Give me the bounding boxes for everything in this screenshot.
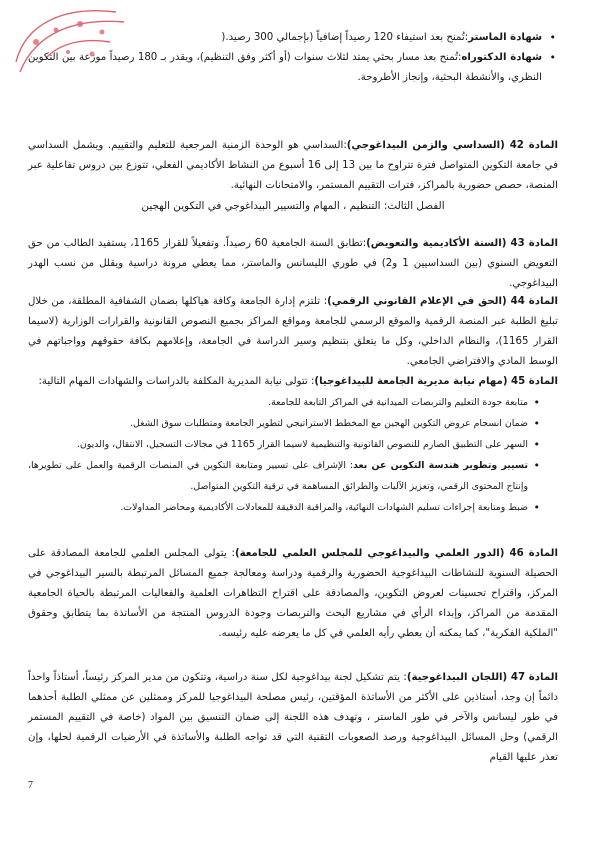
- section-3-heading: الفصل الثالث: التنظيم ، المهام والتسيير البيداغوجي في التكوين الهجين: [141, 200, 445, 212]
- page-number: 7: [28, 780, 33, 791]
- bullet-doctorate: • شهادة الدكتوراه:تُمنح بعد مسار بحثي يمتد لثلاث سنوات (أو أكثر وفق التنظيم)، ويقدر بـ 180 رصيداً موزعة بين التكوين النظري، والأنشطة البحثية، وإنجاز الأطروحة.: [28, 48, 558, 88]
- list-item: • تسيير وتطوير هندسة التكوين عن بعد: الإشراف على تسيير ومتابعة التكوين في المنصات الرقمية والعمل على تطويرها، وإنتاج المحتوى الرقمي، وتعزيز الآليات والطرائق المساهمة في ترقية التكوين المتواصل.: [28, 455, 542, 497]
- article-45-list: [28, 392, 558, 518]
- top-bullet-list: [28, 28, 558, 88]
- article-42: المادة 42 (السداسي والزمن البيداغوجي):السداسي هو الوحدة الزمنية المرجعية للتعليم والتقييم. ويشمل السداسي في جامعة التكوين المتواصل فترة تتراوح ما بين 13 إلى 16 أسبوع من النشاط الأكاديمي الفعلي، تتوزع بين دروس تفاعلية عبر المنصة، حصص حضورية بالمراكز، فترات التقييم المستمر، والامتحانات النهائية.: [28, 140, 559, 191]
- article-47-title: المادة 47 (اللجان البيداغوجية): [406, 672, 558, 683]
- bullet-master: • شهادة الماستر:تُمنح بعد استيفاء 120 رصيداً إضافياً (بإجمالي 300 رصيد.(: [28, 28, 558, 48]
- document-page: [28, 0, 558, 858]
- article-46: المادة 46 (الدور العلمي والبيداغوجي للمجلس العلمي للجامعة): يتولى المجلس العلمي للجامعة المصادقة على الحصيلة السنوية للنشاطات البيداغوجية الحضورية والرقمية ودراسة ومعالجة جميع المسائل المرتبطة بالسير البيداغوجي في المركز، واقتراح تحسينات لعروض التكوين، والمصادقة على اقتراح التظاهرات العلمية والفعاليات المرتبطة بالحياة الجامعية المقدمة من المراكز، وإبداء الرأي في مشاريع البحث والتربصات وجودة الدروس المنتجة من الأساتذة بما يتطابق وحقوق "الملكية الفكرية"، كما يمكنه أن يعطي رأيه العلمي في كل ما يعرضه عليه رئيسه.: [28, 548, 558, 639]
- article-44: المادة 44 (الحق في الإعلام القانوني الرقمي): تلتزم إدارة الجامعة وكافة هياكلها بضمان الشفافية المطلقة، من خلال تبليغ الطلبة عبر المنصة الرقمية والموقع الرسمي للجامعة ومواقع المراكز بجميع النصوص القانونية والقرارات الوزارية (لاسيما القرار 1165)، والنظام الداخلي، وكل ما يتعلق بتنظيم وسير الدراسة في الجامعة، وإعلامهم بكافة حقوقهم وواجباتهم في الوسط المادي والافتراضي الجامعي.: [28, 296, 559, 367]
- list-item: • ضبط ومتابعة إجراءات تسليم الشهادات النهائية، والمراقبة الدقيقة للمعادلات الأكاديمية ومحاضر المداولات.: [28, 497, 542, 518]
- article-47: المادة 47 (اللجان البيداغوجية): يتم تشكيل لجنة بيداغوجية لكل سنة دراسية، وتتكون من مدير المركز رئيساً، أستاذاً واحداً دائماً إن وجد، أستاذين على الأكثر من الأساتذة المؤقتين، رئيس مصلحة البيداغوجيا للمركز وممثلين عن ممثلي الطلبة أحدهما في طور ليسانس والآخر في طور الماستر ، وتهدف هذه اللجنة إلى ضمان التنسيق بين المواد (خاصة في التقييم المستمر الرقمي) وحل المسائل البيداغوجية ورصد الصعوبات التقنية التي قد تواجه الطلبة والأساتذة في الأرضيات الرقمية لحلها، وإن تعذر عليها القيام: [28, 672, 558, 763]
- list-item: • ضمان انسجام عروض التكوين الهجين مع المخطط الاستراتيجي لتطوير الجامعة ومتطلبات سوق الشغل.: [28, 413, 542, 434]
- article-43-title: المادة 43 (السنة الأكاديمية والتعويض): [366, 238, 558, 249]
- list-item: • السهر على التطبيق الصارم للنصوص القانونية والتنظيمية لاسيما القرار 1165 في مجالات التسجيل، الانتقال، والديون.: [28, 434, 542, 455]
- article-46-title: المادة 46 (الدور العلمي والبيداغوجي للمجلس العلمي للجامعة): [234, 548, 558, 559]
- article-42-title: المادة 42 (السداسي والزمن البيداغوجي): [346, 140, 559, 151]
- article-45: المادة 45 (مهام نيابة مديرية الجامعة للبيداغوجيا): تتولى نيابة المديرية المكلفة بالدراسات والشهادات المهام التالية: • متابعة جودة التعليم والتربصات الميدانية في المراكز التابعة للجامعة. • ضمان انسجام عروض التكوين الهجين مع المخطط الاستراتيجي لتطوير الجامعة ومتطلبات سوق الشغل. • السهر على التطبيق الصارم للنصوص القانونية والتنظيمية لاسيما القرار 1165 في مجالات التسجيل، الانتقال، والديون. • تسيير وتطوير هندسة التكوين عن بعد: الإشراف على تسيير ومتابعة التكوين في المنصات الرقمية والعمل على تطويرها، وإنتاج المحتوى الرقمي، وتعزيز الآليات والطرائق المساهمة في ترقية التكوين المتواصل. • ضبط ومتابعة إجراءات تسليم الشهادات النهائية، والمراقبة الدقيقة للمعادلات الأكاديمية ومحاضر المداولات.: [28, 372, 558, 518]
- article-45-title: المادة 45 (مهام نيابة مديرية الجامعة للبيداغوجيا): [314, 376, 558, 387]
- article-43: المادة 43 (السنة الأكاديمية والتعويض):تطابق السنة الجامعية 60 رصيداً. وتفعيلاً للقرار 1165، يستفيد الطالب من حق التعويض السنوي (بين السداسيين 1 و2) في طوري الليسانس والماستر، مما يعطي مرونة دراسية ويقلل من نسب الهدر البيداغوجي.: [28, 238, 558, 289]
- article-44-title: المادة 44 (الحق في الإعلام القانوني الرقمي): [327, 296, 558, 307]
- list-item: • متابعة جودة التعليم والتربصات الميدانية في المراكز التابعة للجامعة.: [28, 392, 542, 413]
